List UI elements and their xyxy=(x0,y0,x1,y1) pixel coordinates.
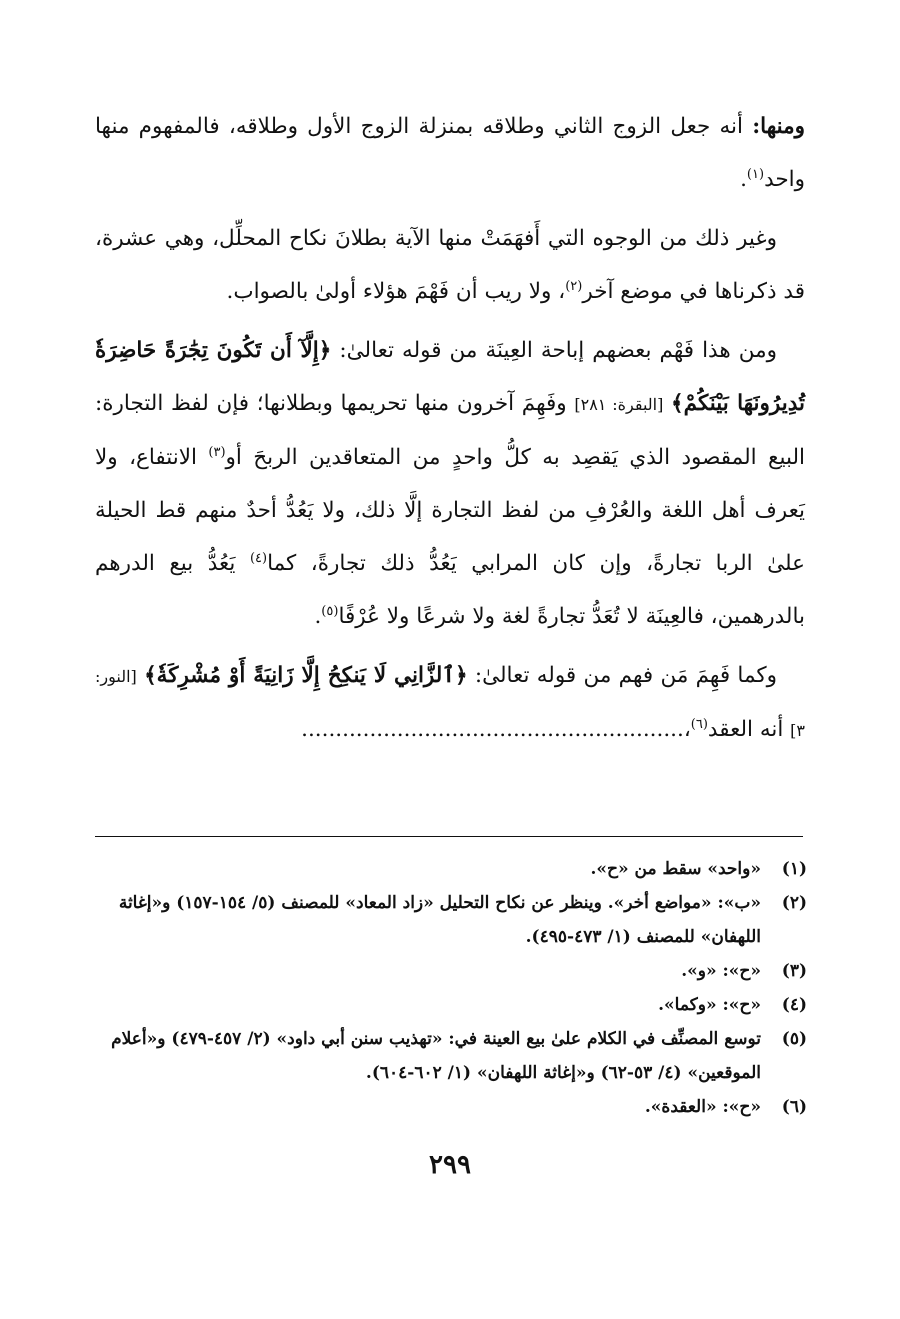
paragraph-2 xyxy=(95,212,805,318)
footnote-text: «ح»: «وكما». xyxy=(658,995,761,1015)
main-text xyxy=(95,100,805,763)
footnote-marker: (١) xyxy=(746,166,765,182)
paragraph-text: أنه العقد xyxy=(707,717,784,742)
footnote-number: (١) xyxy=(781,859,807,879)
footnote-marker: (٤) xyxy=(249,550,268,566)
dotted-leader: ........................................................ xyxy=(301,717,684,742)
footnote-item xyxy=(95,988,807,1022)
footnote-number: (٥) xyxy=(781,1029,807,1049)
footnote-text: توسع المصنِّف في الكلام علىٰ بيع العينة في: «تهذيب سنن أبي داود» (٢/ ٤٥٧-٤٧٩) و«أعلام الموقعين» (٤/ ٥٣-٦٢) و«إغاثة اللهفان» (١/ ٦٠٢-٦٠٤). xyxy=(111,1029,761,1083)
paragraph-4 xyxy=(95,649,805,757)
paragraph-text: ، ولا ريب أن فَهْمَ هؤلاء أولىٰ بالصواب. xyxy=(226,279,566,304)
footnote-number: (٢) xyxy=(781,893,807,913)
paragraph-text: وكما فَهِمَ مَن فهم من قوله تعالىٰ: xyxy=(474,663,778,688)
footnote-marker: (٢) xyxy=(565,278,583,294)
paragraph-text: وغير ذلك من الوجوه التي أَفهَمَتْ منها الآية بطلانَ نكاح المحلِّل، وهي عشرة، قد ذكرناها في موضع آخر xyxy=(95,226,805,304)
footnote-number: (٤) xyxy=(781,995,807,1015)
footnote-marker: (٣) xyxy=(208,444,226,460)
paragraph-text: ومن هذا فَهْم بعضهم إباحة العِينَة من قوله تعالىٰ: xyxy=(339,338,777,363)
footnote-marker: (٦) xyxy=(690,716,708,732)
paragraph-lead: ومنها: xyxy=(752,114,805,139)
footnote-marker: (٥) xyxy=(321,603,339,619)
paragraph-text: وفَهِمَ آخرون منها تحريمها وبطلانها؛ فإن لفظ التجارة: البيع المقصود الذي يَقصِد به كلُّ واحدٍ من المتعاقدين الربحَ أو xyxy=(95,391,805,470)
footnote-item xyxy=(95,954,807,988)
footnote-text: «ح»: «و». xyxy=(681,961,761,981)
paragraph-text: الانتفاع، ولا يَعرف أهل اللغة والعُرْفِ من لفظ التجارة إلَّا ذلك، ولا يَعُدُّ أحدٌ منهم قط الحيلة علىٰ الربا تجارةً، وإن كان المرابي يَعُدُّ ذلك تجارةً، كما xyxy=(95,445,805,576)
paragraph-text: أنه جعل الزوج الثاني وطلاقه بمنزلة الزوج الأول وطلاقه، فالمفهوم منها واحد xyxy=(95,114,805,192)
footnote-number: (٣) xyxy=(781,961,807,981)
footnote-item xyxy=(95,852,807,886)
punctuation: . xyxy=(314,604,322,629)
footnote-text: «ح»: «العقدة». xyxy=(644,1097,761,1117)
punctuation: . xyxy=(740,167,747,192)
footnote-separator xyxy=(95,836,803,837)
verse-reference: [البقرة: ٢٨١] xyxy=(574,395,664,414)
quran-verse: ﴿ٱلزَّانِي لَا يَنكِحُ إِلَّا زَانِيَةً أَوْ مُشْرِكَةٗ﴾ xyxy=(144,663,468,688)
footnote-item xyxy=(95,886,807,954)
footnote-item xyxy=(95,1022,807,1090)
footnote-text: «ب»: «مواضع أخر». وينظر عن نكاح التحليل «زاد المعاد» للمصنف (٥/ ١٥٤-١٥٧) و«إغاثة اللهفان» للمصنف (١/ ٤٧٣-٤٩٥). xyxy=(118,893,761,947)
footnote-item xyxy=(95,1090,807,1124)
punctuation: ، xyxy=(683,717,691,742)
verse-reference: [النور: ٣] xyxy=(95,667,805,740)
quran-verse: ﴿إِلَّآ أَن تَكُونَ تِجَٰرَةً حَاضِرَةٗ تُدِيرُونَهَا بَيْنَكُمْ﴾ xyxy=(95,338,806,416)
footnote-number: (٦) xyxy=(781,1097,807,1117)
paragraph-1 xyxy=(95,100,805,206)
footnotes xyxy=(95,852,807,1124)
paragraph-text: يَعُدُّ بيع الدرهم بالدرهمين، فالعِينَة لا تُعَدُّ تجارةً لغة ولا شرعًا ولا عُرْفًا xyxy=(95,551,805,629)
paragraph-3 xyxy=(95,324,805,643)
footnote-text: «واحد» سقط من «ح». xyxy=(590,859,761,879)
page-number: ٢٩٩ xyxy=(429,1150,471,1180)
